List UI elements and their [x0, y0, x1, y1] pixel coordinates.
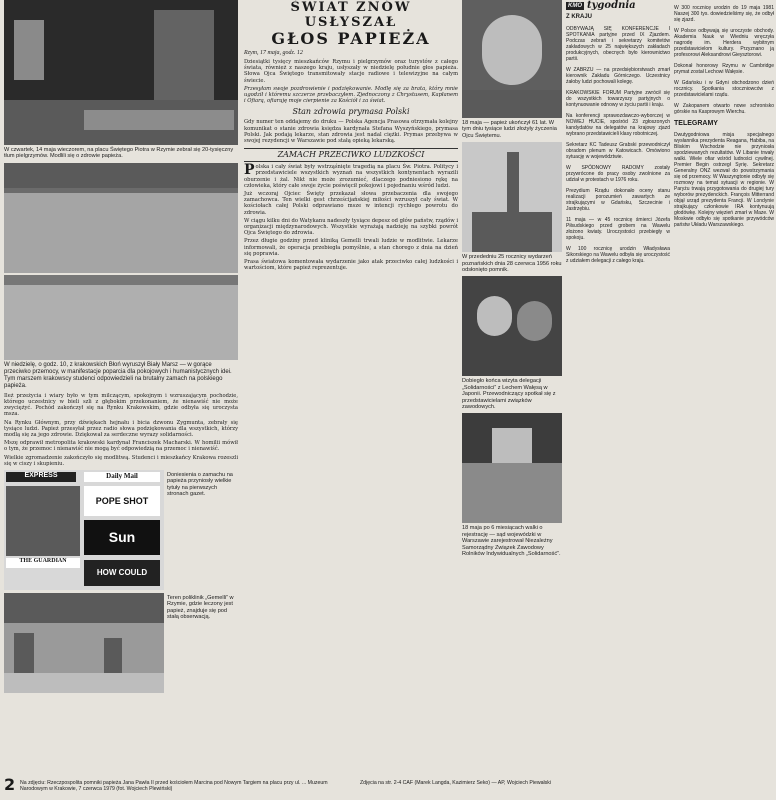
- caption-white-march: W niedzielę, o godz. 10, z krakowskich Błoń wyruszył Biały Marsz — w gorące przeciwko przemocy, w manifestacje poparcia dla pokojowych i humanistycznych idei. Tym marszem krakowscy studenci odpowiedzieli na brutalny zamach na polskiego papieża.: [4, 361, 232, 389]
- paper-guardian: THE GUARDIAN: [6, 558, 80, 568]
- world-item-2: Dokonał honorowy Rzymu w Cambridge prymat został Lechowi Wałęsie.: [674, 63, 774, 75]
- article-march-p2: Na Rynku Głównym, przy dźwiękach hejnału i bicia dzwonu Zygmunta, zebrały się tysiące ludzi. Papież przesyłał przez radio słowa podziękowania dla wszystkich, którzy modlą się za jego zdrowie. Dziękował za serdeczne wyrazy solidarności.: [4, 419, 238, 439]
- news-item-5: Sekretarz KC Tadeusz Grabski przewodniczył obradom plenum w Katowicach. Omówiono sytuację w województwie.: [566, 142, 670, 160]
- world-item-3: W Gdańsku i w Gdyni obchodzono dzień rocznicy. Spotkania stoczniowców z przedstawicielami rządu.: [674, 80, 774, 98]
- masthead-title: tygodnia: [587, 0, 636, 11]
- article-march-p4: Wielkie zgromadzenie zakończyło się modlitwą. Studenci i mieszkańcy Krakowa rozeszli się w ciszy i skupieniu.: [4, 454, 238, 467]
- section-attack-humanity: ZAMACH PRZECIWKO LUDZKOŚCI: [244, 148, 458, 162]
- article-primate: Gdy numer ten oddajemy do druku — Polska Agencja Prasowa otrzymała kolejny komunikat o stanie zdrowia księdza kardynała Stefana Wyszyńskiego, prymasa Polski. Jak podają lekarze, stan zdrowia jest nadal ciężki. Prymas przebywa w swojej rezydencji w Warszawie pod stałą opieką lekarską.: [244, 119, 458, 145]
- caption-gemelli: Teren poliklinik „Gemelli” w Rzymie, gdzie leczony jest papież, znajduje się pod stałą obserwacją.: [167, 595, 234, 621]
- photo-newspaper-headlines: [4, 470, 164, 590]
- photo-march-crowd: [4, 275, 238, 360]
- news-item-6: W SPÓDNOWY RADOMY zostały przywrócone do pracy osoby zwolnione za udział w protestach w 1976 roku.: [566, 165, 670, 183]
- footer-caption: Na zdjęciu: Rzeczpospolita pomniki papieża Jana Pawła II przed kościołem Marcina pod Nowym Targiem na placu przy ul. ... Muzeum Narodowym w Krakowie, 7 czerwca 1979 (fot. Wojciech Plewiński): [20, 780, 328, 792]
- article-attack-p2: Już wczoraj Ojciec Święty przekazał słowa przebaczenia dla swojego zamachowca. Ten wielki gest chrześcijańskiej miłości wzruszył cały świat. W kościołach całej Polski odprawiano msze w intencji rychłego powrotu do zdrowia.: [244, 191, 458, 216]
- dropcap-p: P: [244, 162, 255, 179]
- column-news-country: [566, 0, 670, 269]
- pope-quote: Przesyłam swoje pozdrowienie i podziękowanie. Modlę się za brata, który mnie ugodził i któremu szczerze przebaczyłem. Zjednoczony z Chrystusem, Kapłanem i Ofiarą, ofiaruję moje cierpienie za Kościół i za świat.: [244, 85, 458, 105]
- world-item-1: W Polsce odbywają się uroczyste obchody. Akademia Nauk w Wiedniu wręczyła nagrodę im. Herdera wybitnym przedstawicielom kultury. Przyznano ją profesorowi Aleksandrowi Gieysztorowi.: [674, 28, 774, 58]
- clinic-row: [4, 593, 238, 693]
- dateline: Rzym, 17 maja, godz. 12: [244, 50, 303, 56]
- article-attack-p5: Prasa światowa komentowała wydarzenie jako atak przeciwko całej ludzkości i wartościom, które papież reprezentuje.: [244, 259, 458, 272]
- press-clippings-row: [4, 470, 238, 590]
- photo-poznan-monument: [462, 142, 562, 252]
- caption-vigil: W czwartek, 14 maja wieczorem, na placu Świętego Piotra w Rzymie zebrał się 20-tysięczny tłum pielgrzymów. Modlili się o zdrowie papieża.: [4, 147, 234, 160]
- masthead-week: [566, 0, 670, 11]
- news-item-9: W 100 rocznicę urodzin Władysława Sikorskiego na Wawelu odbyła się uroczystość z udziałem delegacji z całego kraju.: [566, 246, 670, 264]
- photo-pope-portrait: [462, 0, 562, 118]
- caption-birthday: 18 maja — papież ukończył 61 lat. W tym dniu tysiące ludzi złożyły życzenia Ojcu Świętemu.: [462, 120, 557, 139]
- paper-daily-mail: Daily Mail: [84, 472, 160, 482]
- paper-sun: Sun: [84, 520, 160, 555]
- photo-credits: Zdjęcia na str. 2-4 CAF (Marek Langda, Kazimierz Seko) — AP, Wojciech Piewałski: [360, 780, 551, 786]
- photo-walesa-japan: [462, 276, 562, 376]
- article-attack-p1-text: olska i cały świat były wstrząśnięte tragedią na placu Św. Piotra. Politycy i przedstawiciele wszystkich wyznań na wszystkich kontynentach wyrazili oburzenie i żal. Nikt nie może zrozumieć, dlaczego podniesiono rękę na człowieka, który całe swoje życie poświęcił pokojowi i pojednaniu wśród ludzi.: [244, 164, 458, 189]
- column-world-news: [674, 0, 774, 233]
- article-march-p3: Mszę odprawił metropolita krakowski kardynał Franciszek Macharski. W homilii mówił o tym, że przemoc i nienawiść nie mogą być odpowiedzią na przemoc i nienawiść.: [4, 440, 238, 453]
- column-left: [4, 0, 238, 693]
- page-number: 2: [4, 775, 16, 794]
- photo-gemelli-clinic: [4, 593, 164, 693]
- column-center: [244, 0, 458, 273]
- section-z-kraju: Z KRAJU: [566, 14, 593, 20]
- caption-press: Doniesienia o zamachu na papieża przyniosły wielkie tytuły na pierwszych stronach gazet.: [167, 472, 233, 498]
- world-top: W 300 rocznicę urodzin do 19 maja 1981 Naszej 300 tys. dowiedzieliśmy się, że odbył się zjazd.: [674, 5, 774, 23]
- caption-farmers: 18 maja po 6 miesiącach walki o rejestrację — sąd wojewódzki w Warszawie zarejestrował Niezależny Samorządny Związek Zawodowy Rolników Indywidualnych „Solidarność”.: [462, 525, 561, 558]
- caption-walesa: Dobiegło końca wizyta delegacji „Solidarności” z Lechem Wałęsą w Japonii. Przewodniczący spotkał się z przedstawicielami związków zawodowych.: [462, 378, 556, 411]
- section-primate-health: Stan zdrowia prymasa Polski: [292, 107, 410, 117]
- masthead-logo: KMO: [568, 2, 582, 9]
- world-item-4: W Zakopanem otwarto nowe schronisko górskie na Kasprowym Wierchu.: [674, 103, 774, 115]
- news-item-7: Prezydium Rządu dokonało oceny stanu realizacji porozumień zawartych ze strajkującymi w Gdańsku, Szczecinie i Jastrzębiu.: [566, 188, 670, 212]
- paper-how-could: HOW COULD: [84, 560, 160, 586]
- paper-pope-shot: POPE SHOT: [84, 486, 160, 516]
- news-item-3: KRAKOWSKIE FORUM Partyjne zwrócił się do wszystkich towarzyszy partyjnych o kontynuowanie odnowy w życiu partii i kraju.: [566, 90, 670, 108]
- news-item-2: W ZABRZU — na przedsiębiorstwach zmarł kierownik Zakładu Górniczego. Uczestnicy żałoby ludzi pochowali kolegę.: [566, 67, 670, 85]
- paper-express: EXPRESS: [6, 472, 76, 482]
- news-item-4: Na konferencji sprawozdawczo-wyborczej w NOWEJ HUCIE, spośród 23 zgłoszonych kandydatów na delegatów na krajowy zjazd wybrano przedstawicieli klasy robotniczej.: [566, 113, 670, 137]
- column-photos: [462, 0, 562, 561]
- news-item-8: 11 maja — w 45 rocznicę śmierci Józefa Piłsudskiego przed grobem na Wawelu złożono kwiaty. Uroczystości przebiegły w spokoju.: [566, 217, 670, 241]
- photo-st-peters-square: [4, 0, 238, 145]
- photo-farmers-union: [462, 413, 562, 523]
- telegrams-body: Dwutygodniowa misja specjalnego wysłannika prezydenta Reagana, Habiba, na Bliskim Wschodzie nie przyniosła spodziewanych rezultatów. W Libanie trwały walki. Wiele ofiar wśród ludności cywilnej. Premier Begin ostrzegł Syrię. Sekretarz Generalny ONZ wezwał do powstrzymania się od przemocy. W Waszyngtonie odbyły się rozmowy na temat sytuacji w regionie. W Paryżu trwają przygotowania do drugiej tury wyborów prezydenckich. François Mitterrand objął urząd prezydenta Francji. W Londynie strajkujący członkowie IRA kontynuują głodówkę. Kolejny więzień zmarł w Maze. W Moskwie odbyło się spotkanie przywódców państw Układu Warszawskiego.: [674, 132, 774, 228]
- article-attack-p1: [244, 164, 458, 189]
- article-attack-p3: W ciągu kilku dni do Watykanu nadeszły tysiące depesz od głów państw, rządów i organizacji międzynarodowych. Wszystkie wyrażają nadzieję na szybki powrót Ojca Świętego do zdrowia.: [244, 217, 458, 237]
- headline-world-heard: ŚWIAT ZNÓW USŁYSZAŁ: [290, 0, 412, 30]
- section-telegrams: TELEGRAMY: [674, 120, 718, 127]
- photo-white-march: [4, 163, 238, 273]
- article-attack-p4: Przez długie godziny przed kliniką Gemelli trwali ludzie w modlitwie. Lekarze informowali, że operacja przebiegła pomyślnie, a stan chorego z dnia na dzień się poprawia.: [244, 238, 458, 257]
- article-march-p1: Ileż przeżycia i wiary było w tym milczącym, spokojnym i wzruszającym pochodzie, którego uczestnicy w bieli szli z głębokim przekonaniem, że nienawiść nie może zwyciężyć. Pochód zakończył się na Rynku Krakowskim, gdzie odbyła się uroczysta msza.: [4, 392, 238, 418]
- caption-poznan: W przededniu 25 rocznicy wydarzeń poznańskich dnia 28 czerwca 1956 roku odsłonięto pomnik.: [462, 254, 562, 274]
- news-item-1: ODBYWAJĄ SIĘ KONFERENCJE I SPOTKANIA partyjne przed IX Zjazdem. Podczas zebrań i sekretarzy komitetów zakładowych w 25 największych zakładach produkcyjnych, obecnych było kierownictwo partii.: [566, 26, 670, 62]
- headline-pope-voice: GŁOS PAPIEŻA: [271, 29, 431, 48]
- lead-paragraph: Dziesiątki tysięcy mieszkańców Rzymu i pielgrzymów oraz turystów z całego świata, również z naszego kraju, usłyszały w niedzielę południe głos papieża. Słowa Ojca Świętego transmitowały stacje radiowe i telewizyjne na całym świecie.: [244, 59, 458, 84]
